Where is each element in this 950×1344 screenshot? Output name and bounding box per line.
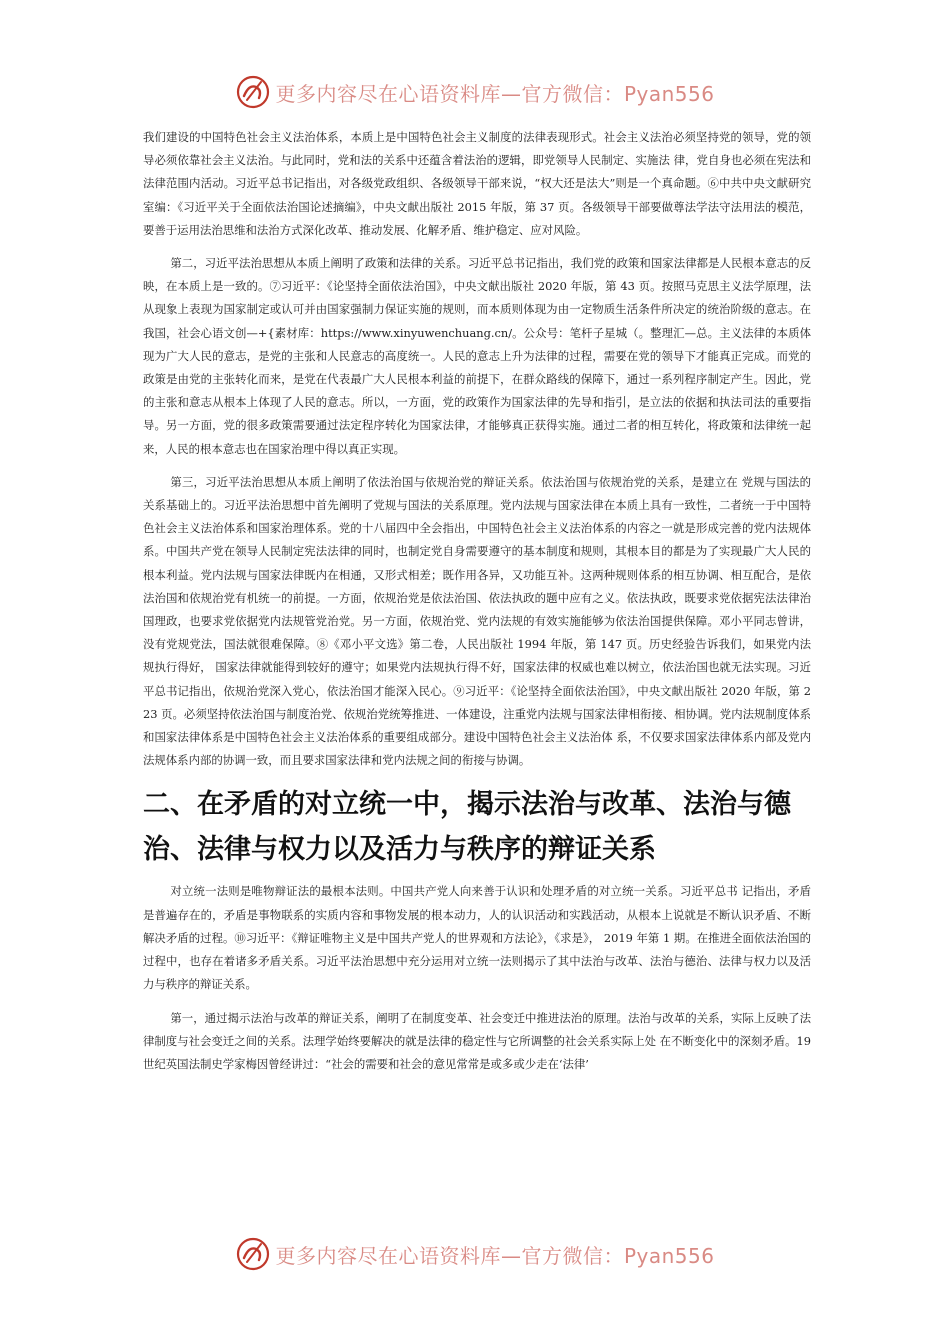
section-heading: 二、在矛盾的对立统一中，揭示法治与改革、法治与德治、法律与权力以及活力与秩序的辩证关系 bbox=[143, 789, 791, 866]
watermark-header bbox=[0, 70, 950, 114]
paragraph: 第二，习近平法治思想从本质上阐明了政策和法律的关系。习近平总书记指出，我们党的政策和国家法律都是人民根本意志的反映，在本质上是一致的。⑦习近平：《论坚持全面依法治国》，中央文献出版社 2020 年版，第 43 页。按照马克思主义法学原理，法从现象上表现为国家制定或认可并由国家强制力保证实施的规则，而本质则体现为由一定物质生活条件所决定的统治阶级的意志。在我国，社会心语文创—+{素材库：https://www.xinyuwenchuang.cn/。公众号：笔杆子星城（。整理汇—总。主义法律的本质体现为广大人民的意志，是党的主张和人民意志的高度统一。人民的意志上升为法律的过程，需要在党的领导下才能真正完成。而党的政策是由党的主张转化而来，是党在代表最广大人民根本利益的前提下，在群众路线的保障下，通过一系列程序制定产生。因此，党的主张和意志从根本上体现了人民的意志。所以，一方面，党的政策作为国家法律的先导和指引，是立法的依据和执法司法的重要指导。另一方面，党的很多政策需要通过法定程序转化为国家法律，才能够真正获得实施。通过二者的相互转化，将政策和法律统一起来，人民的根本意志也在国家治理中得以真正实现。 bbox=[143, 256, 811, 456]
watermark-footer bbox=[0, 1232, 950, 1276]
paragraph: 我们建设的中国特色社会主义法治体系，本质上是中国特色社会主义制度的法律表现形式。社会主义法治必须坚持党的领导，党的领导必须依靠社会主义法治。与此同时，党和法的关系中还蕴含着法治的逻辑，即党领导人民制定、实施法 律，党自身也必须在宪法和法律范围内活动。习近平总书记指出，对各级党政组织、各级领导干部来说，“权大还是法大”则是一个真命题。⑥中共中央文献研究室编：《习近平关于全面依法治国论述摘编》，中央文献出版社 2015 年版，第 37 页。各级领导干部要做尊法学法守法用法的模范，要善于运用法治思维和法治方式深化改革、推动发展、化解矛盾、维护稳定、应对风险。 bbox=[143, 130, 811, 237]
paragraph: 第一，通过揭示法治与改革的辩证关系，阐明了在制度变革、社会变迁中推进法治的原理。法治与改革的关系，实际上反映了法律制度与社会变迁之间的关系。法理学始终要解决的就是法律的稳定性与它所调整的社会关系实际上处 在不断变化中的深刻矛盾。19 世纪英国法制史学家梅因曾经讲过：“社会的需要和社会的意见常常是或多或少走在‘法律’ bbox=[143, 1010, 811, 1071]
watermark-text: 更多内容尽在心语资料库—官方微信：Pyan556 bbox=[275, 1243, 715, 1268]
paragraph: 第三，习近平法治思想从本质上阐明了依法治国与依规治党的辩证关系。依法治国与依规治党的关系，是建立在 党规与国法的关系基础上的。习近平法治思想中首先阐明了党规与国法的关系原理。党内法规与国家法律在本质上具有一致性，二者统一于中国特色社会主义法治体系和国家治理体系。党的十八届四中全会指出，中国特色社会主义法治体系的内容之一就是形成完善的党内法规体系。中国共产党在领导人民制定宪法法律的同时，也制定党自身需要遵守的基本制度和规则，其根本目的都是为了实现最广大人民的根本利益。党内法规与国家法律既内在相通，又形式相差；既作用各异，又功能互补。这两种规则体系的相互协调、相互配合，是依法治国和依规治党有机统一的前提。一方面，依规治党是依法治国、依法执政的题中应有之义。依法执政，既要求党依据宪法法律治国理政，也要求党依据党内法规管党治党。另一方面，依规治党、党内法规的有效实施能够为依法治国提供保障。邓小平同志曾讲，没有党规党法，国法就很难保障。⑧《邓小平文选》第二卷，人民出版社 1994 年版，第 147 页。历史经验告诉我们，如果党内法规执行得好， 国家法律就能得到较好的遵守；如果党内法规执行得不好，国家法律的权威也难以树立，依法治国也就无法实现。习近平总书记指出，依规治党深入党心，依法治国才能深入民心。⑨习近平：《论坚持全面依法治国》，中央文献出版社 2020 年版，第 223 页。必须坚持依法治国与制度治党、依规治党统筹推进、一体建设，注重党内法规与国家法律相衔接、相协调。党内法规制度体系和国家法律体系是中国特色社会主义法治体系的重要组成部分。建设中国特色社会主义法治体 系，不仅要求国家法律体系内部及党内法规体系内部的协调一致，而且要求国家法律和党内法规之间的衔接与协调。 bbox=[143, 474, 811, 768]
paragraph: 对立统一法则是唯物辩证法的最根本法则。中国共产党人向来善于认识和处理矛盾的对立统一关系。习近平总书 记指出，矛盾是普遍存在的，矛盾是事物联系的实质内容和事物发展的根本动力，人的认识活动和实践活动，从根本上说就是不断认识矛盾、不断解决矛盾的过程。⑩习近平：《辩证唯物主义是中国共产党人的世界观和方法论》，《求是》， 2019 年第 1 期。在推进全面依法治国的过程中，也存在着诸多矛盾关系。习近平法治思想中充分运用对立统一法则揭示了其中法治与改革、法治与德治、法律与权力以及活力与秩序的辩证关系。 bbox=[143, 884, 811, 992]
logo-icon bbox=[235, 1236, 271, 1272]
watermark-text: 更多内容尽在心语资料库—官方微信：Pyan556 bbox=[275, 81, 715, 106]
logo-icon bbox=[235, 74, 271, 110]
document-body bbox=[143, 126, 811, 1086]
